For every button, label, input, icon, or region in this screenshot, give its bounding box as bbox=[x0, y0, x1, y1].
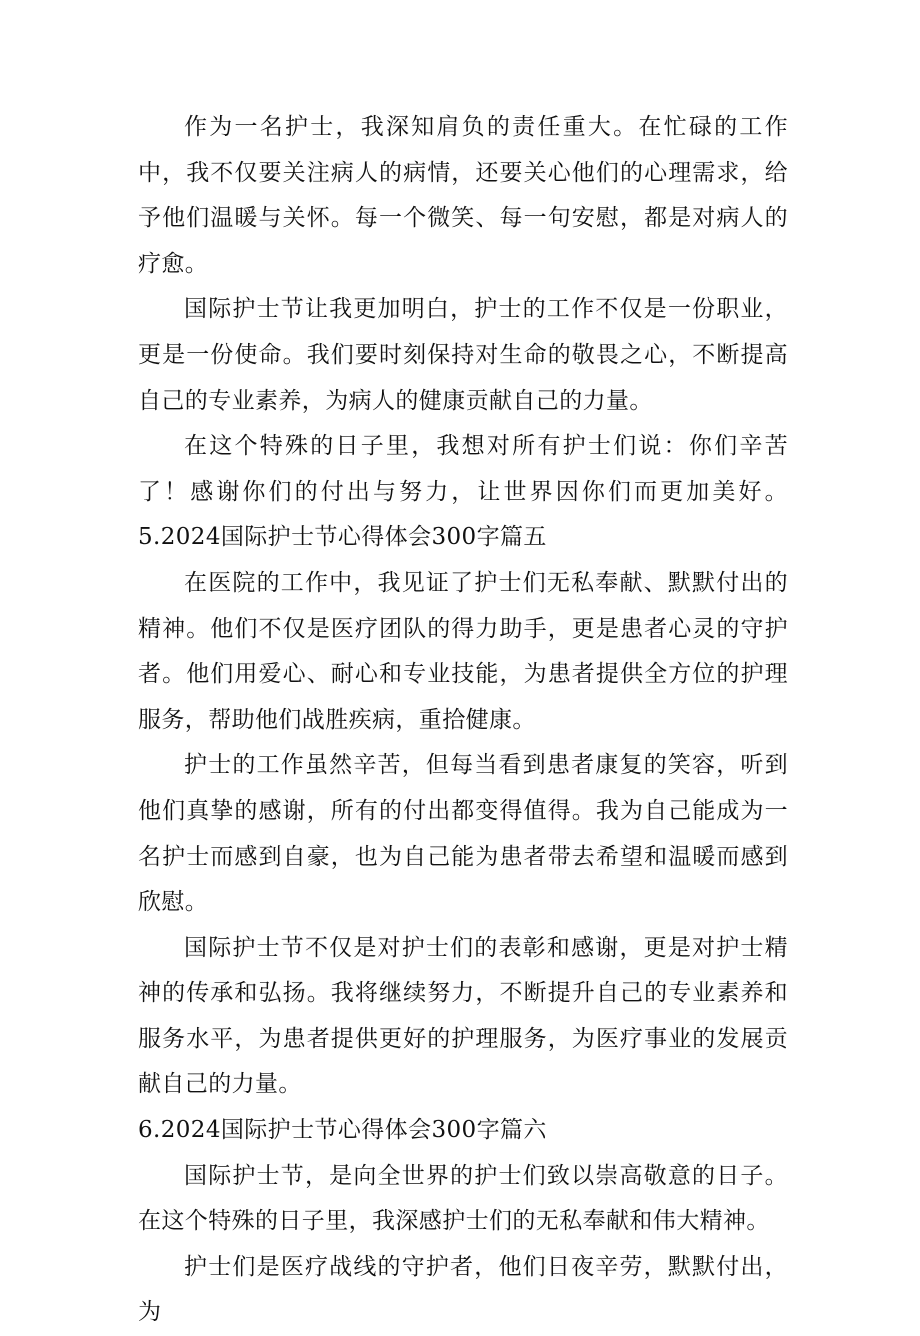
section-heading: 6.2024国际护士节心得体会300字篇六 bbox=[138, 1117, 547, 1144]
paragraph: 国际护士节不仅是对护士们的表彰和感谢，更是对护士精神的传承和弘扬。我将继续努力，不断提升自己的专业素养和服务水平，为患者提供更好的护理服务，为医疗事业的发展贡献自己的力量。 bbox=[138, 934, 788, 1098]
paragraph: 国际护士节让我更加明白，护士的工作不仅是一份职业，更是一份使命。我们要时刻保持对生命的敬畏之心，不断提高自己的专业素养，为病人的健康贡献自己的力量。 bbox=[138, 296, 788, 414]
paragraph: 护士的工作虽然辛苦，但每当看到患者康复的笑容，听到他们真挚的感谢，所有的付出都变得值得。我为自己能成为一名护士而感到自豪，也为自己能为患者带去希望和温暖而感到欣慰。 bbox=[138, 752, 788, 916]
paragraph: 国际护士节，是向全世界的护士们致以崇高敬意的日子。在这个特殊的日子里，我深感护士们的无私奉献和伟大精神。 bbox=[138, 1162, 788, 1235]
paragraph: 作为一名护士，我深知肩负的责任重大。在忙碌的工作中，我不仅要关注病人的病情，还要关心他们的心理需求，给予他们温暖与关怀。每一个微笑、每一句安慰，都是对病人的疗愈。 bbox=[138, 114, 788, 277]
paragraph: 在这个特殊的日子里，我想对所有护士们说：你们辛苦了！感谢你们的付出与努力，让世界因你们而更加美好。5.2024国际护士节心得体会300字篇五 bbox=[138, 433, 788, 551]
paragraph: 护士们是医疗战线的守护者，他们日夜辛劳，默默付出，为 bbox=[138, 1253, 788, 1326]
paragraph: 在医院的工作中，我见证了护士们无私奉献、默默付出的精神。他们不仅是医疗团队的得力助手，更是患者心灵的守护者。他们用爱心、耐心和专业技能，为患者提供全方位的护理服务，帮助他们战胜疾病，重拾健康。 bbox=[138, 569, 788, 733]
document-page bbox=[138, 105, 788, 1336]
